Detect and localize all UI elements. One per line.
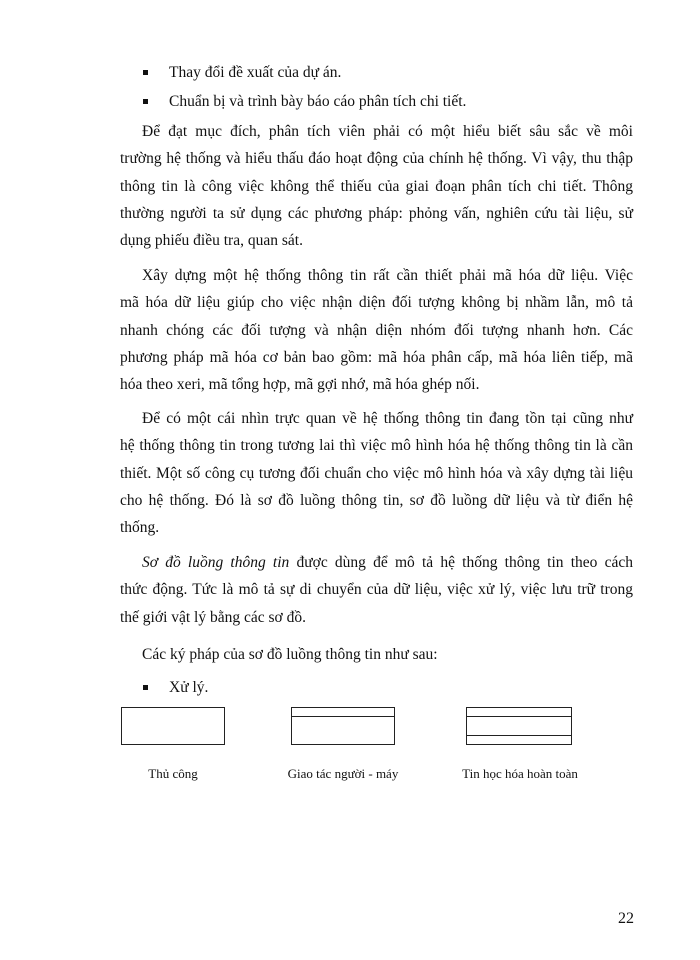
- paragraph-line: cho hệ thống. Đó là sơ đồ luồng thông tin, sơ đồ luồng dữ liệu và từ điển hệ: [120, 491, 633, 509]
- human-machine-process-symbol: [291, 707, 395, 745]
- computerized-process-symbol: [466, 707, 572, 745]
- paragraph-line: mã hóa dữ liệu giúp cho việc nhận diện đối tượng không bị nhầm lẫn, mô tả: [120, 294, 633, 312]
- line-rest: được dùng để mô tả hệ thống thông tin theo cách: [289, 554, 634, 571]
- bullet-text: Thay đổi đề xuất của dự án.: [169, 64, 342, 81]
- bullet-item: [143, 677, 208, 699]
- paragraph-line: thường người ta sử dụng các phương pháp: phỏng vấn, nghiên cứu tài liệu, sử: [120, 204, 633, 222]
- paragraph-line: Xây dựng một hệ thống thông tin rất cần thiết phải mã hóa dữ liệu. Việc: [142, 267, 633, 284]
- paragraph-information-flow: [120, 549, 633, 631]
- page-number: 22: [618, 910, 634, 927]
- divider-line: [467, 735, 571, 736]
- divider-line: [467, 716, 571, 717]
- paragraph-line: nhanh chóng các đối tượng và nhận diện nhóm đối tượng nhanh hơn. Các: [120, 321, 633, 339]
- manual-process-symbol: [121, 707, 225, 745]
- paragraph-line: dụng phiếu điều tra, quan sát.: [120, 232, 303, 250]
- caption-computerized: Tin học hóa hoàn toàn: [462, 766, 578, 781]
- bullet-item: [143, 91, 466, 113]
- bullet-icon: [143, 685, 148, 690]
- paragraph-modeling: [120, 405, 633, 541]
- paragraph-line: Để có một cái nhìn trực quan về hệ thống thông tin đang tồn tại cũng như: [142, 410, 633, 427]
- paragraph-line: thông tin là công việc không thể thiếu của giai đoạn phân tích chi tiết. Thông: [120, 177, 633, 195]
- paragraph-line: phương pháp mã hóa cơ bản bao gồm: mã hóa phân cấp, mã hóa liên tiếp, mã: [120, 348, 633, 366]
- caption-manual: Thủ công: [148, 766, 198, 781]
- bullet-icon: [143, 99, 148, 104]
- paragraph-line: [120, 549, 633, 576]
- paragraph-analysis-goal: [120, 118, 633, 254]
- paragraph-line: hệ thống thông tin trong tương lai thì việc mô hình hóa hệ thống thông tin là cần: [120, 437, 633, 455]
- bullet-text: Chuẩn bị và trình bày báo cáo phân tích chi tiết.: [169, 93, 467, 110]
- bullet-text: Xử lý.: [169, 679, 209, 696]
- bullet-item: [143, 62, 341, 84]
- paragraph-line: trường hệ thống và hiểu thấu đáo hoạt động của chính hệ thống. Vì vậy, thu thập: [120, 150, 633, 168]
- divider-line: [292, 716, 394, 717]
- paragraph-line: hóa theo xeri, mã tổng hợp, mã gợi nhớ, mã hóa ghép nối.: [120, 376, 480, 394]
- italic-term: Sơ đồ luồng thông tin: [142, 554, 290, 571]
- paragraph-line: thức động. Tức là mô tả sự di chuyển của dữ liệu, việc xử lý, việc lưu trữ trong: [120, 581, 633, 599]
- paragraph-data-encoding: [120, 262, 633, 398]
- paragraph-line: Để đạt mục đích, phân tích viên phải có một hiểu biết sâu sắc về môi: [142, 123, 633, 140]
- paragraph-line: thống.: [120, 519, 160, 537]
- caption-human-machine: Giao tác người - máy: [287, 766, 399, 781]
- notation-intro: Các ký pháp của sơ đồ luồng thông tin như sau:: [142, 646, 438, 663]
- paragraph-line: thiết. Một số công cụ tương đối chuẩn cho việc mô hình hóa và xây dựng tài liệu: [120, 464, 633, 482]
- paragraph-line: thế giới vật lý bằng các sơ đồ.: [120, 608, 306, 626]
- bullet-icon: [143, 70, 148, 75]
